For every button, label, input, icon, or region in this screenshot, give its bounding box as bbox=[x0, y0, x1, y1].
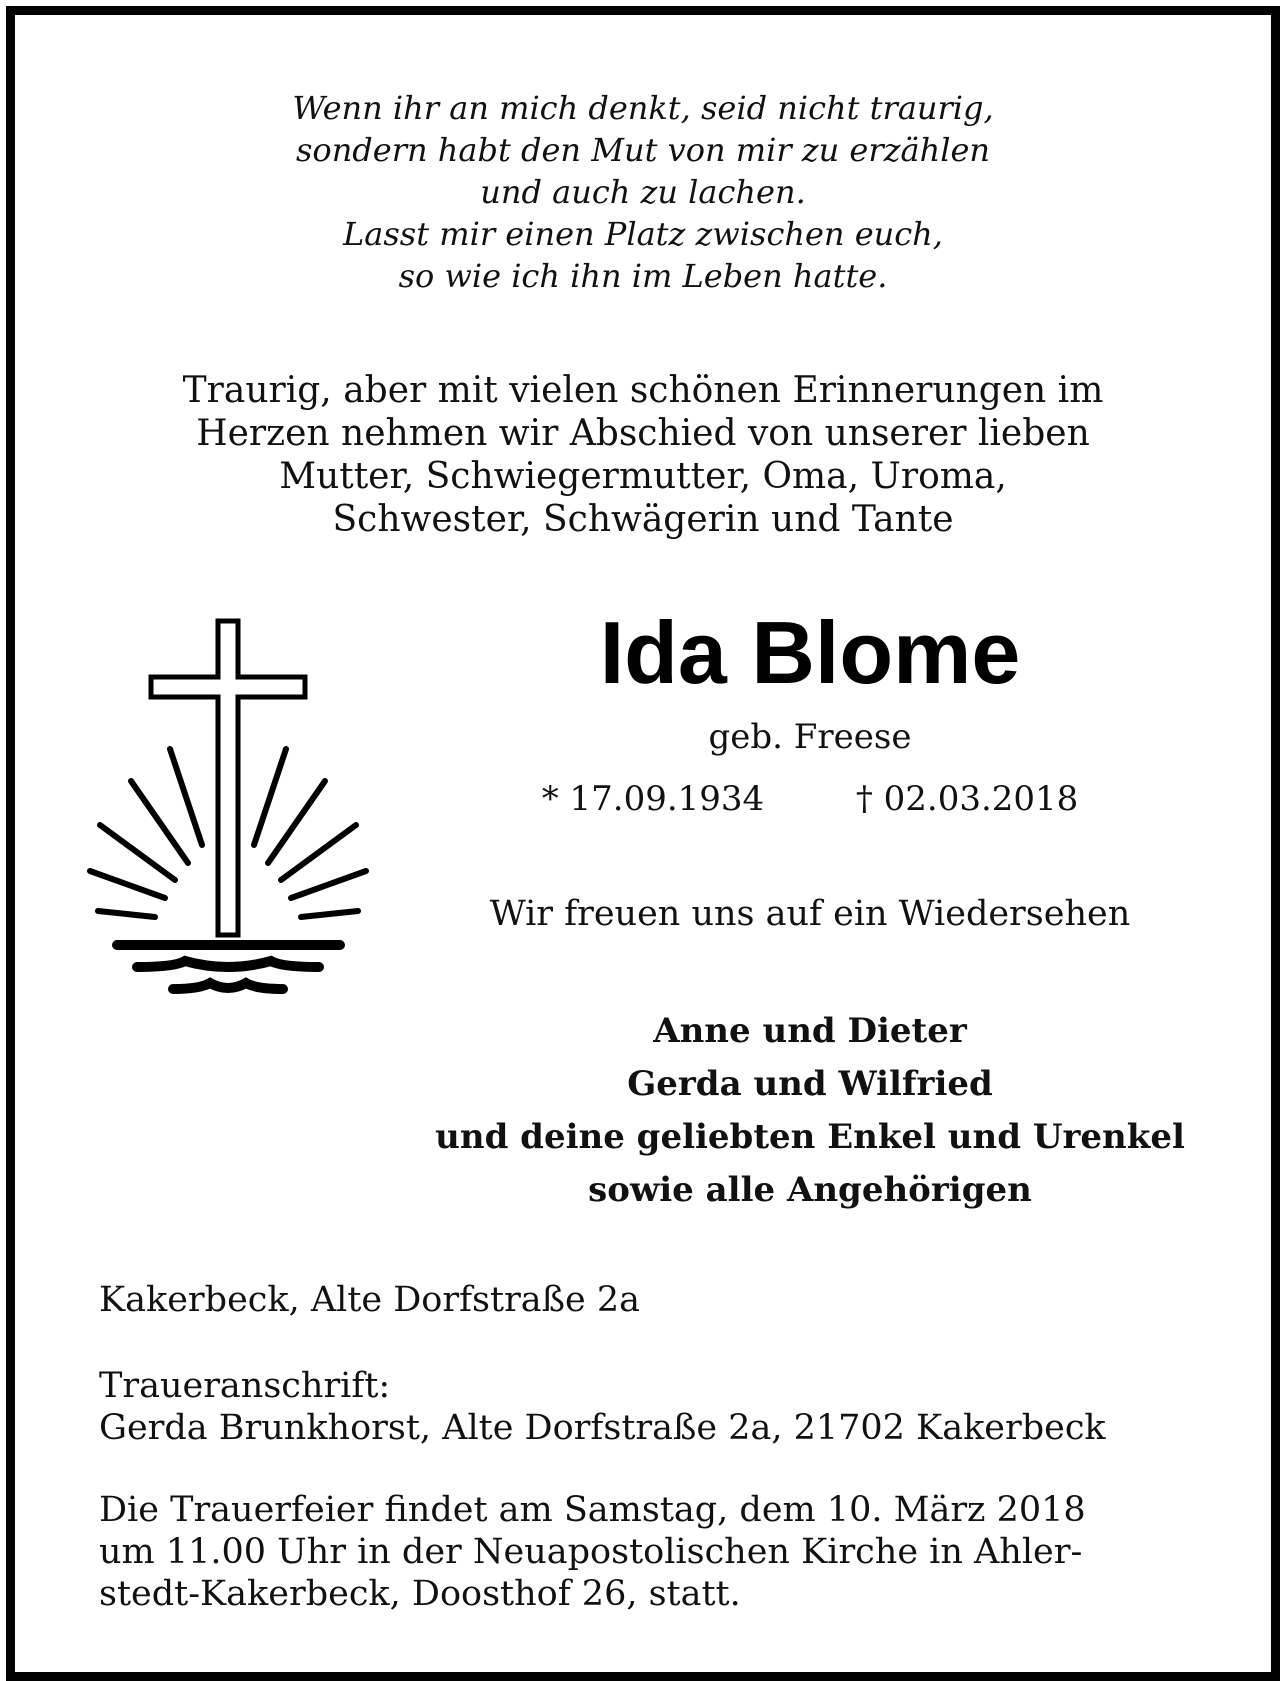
poem-line: so wie ich ihn im Leben hatte. bbox=[398, 257, 888, 295]
ceremony-line: Die Trauerfeier findet am Samstag, dem 10. März 2018 bbox=[99, 1490, 1086, 1530]
ceremony-info bbox=[99, 1489, 1239, 1615]
obituary-frame bbox=[6, 6, 1280, 1681]
mourning-address bbox=[99, 1365, 1239, 1449]
cross-sunrise-icon bbox=[85, 615, 405, 1035]
motto: Wir freuen uns auf ein Wiedersehen bbox=[489, 894, 1131, 934]
ceremony-line: um 11.00 Uhr in der Neuapostolischen Kirche in Ahler- bbox=[99, 1532, 1083, 1572]
poem-line: und auch zu lachen. bbox=[480, 173, 806, 211]
family-line: und deine geliebten Enkel und Urenkel bbox=[435, 1117, 1185, 1157]
intro-line: Mutter, Schwiegermutter, Oma, Uroma, bbox=[279, 456, 1007, 497]
family-list bbox=[395, 1005, 1225, 1217]
address-line: Kakerbeck, Alte Dorfstraße 2a bbox=[99, 1280, 641, 1320]
birth-date: * 17.09.1934 bbox=[541, 779, 765, 819]
intro-line: Herzen nehmen wir Abschied von unserer lieben bbox=[196, 413, 1090, 454]
poem-line: Wenn ihr an mich denkt, seid nicht traurig, bbox=[292, 89, 994, 127]
family-line: Gerda und Wilfried bbox=[627, 1064, 993, 1104]
poem-line: sondern habt den Mut von mir zu erzählen bbox=[296, 131, 990, 169]
deceased-name: Ida Blome bbox=[599, 603, 1021, 702]
ceremony-line: stedt-Kakerbeck, Doosthof 26, statt. bbox=[99, 1574, 741, 1614]
intro-line: Traurig, aber mit vielen schönen Erinnerungen im bbox=[182, 370, 1104, 411]
family-line: sowie alle Angehörigen bbox=[588, 1170, 1032, 1210]
mourning-address-line: Gerda Brunkhorst, Alte Dorfstraße 2a, 21702 Kakerbeck bbox=[99, 1408, 1106, 1448]
poem-line: Lasst mir einen Platz zwischen euch, bbox=[343, 215, 943, 253]
intro-line: Schwester, Schwägerin und Tante bbox=[332, 499, 954, 540]
death-date: † 02.03.2018 bbox=[855, 779, 1079, 819]
maiden-name: geb. Freese bbox=[708, 717, 912, 757]
family-line: Anne und Dieter bbox=[653, 1011, 967, 1051]
life-dates bbox=[395, 779, 1225, 819]
intro-text bbox=[15, 369, 1271, 541]
home-address bbox=[99, 1279, 1239, 1321]
poem bbox=[15, 87, 1271, 297]
mourning-address-label: Traueranschrift: bbox=[99, 1366, 391, 1406]
